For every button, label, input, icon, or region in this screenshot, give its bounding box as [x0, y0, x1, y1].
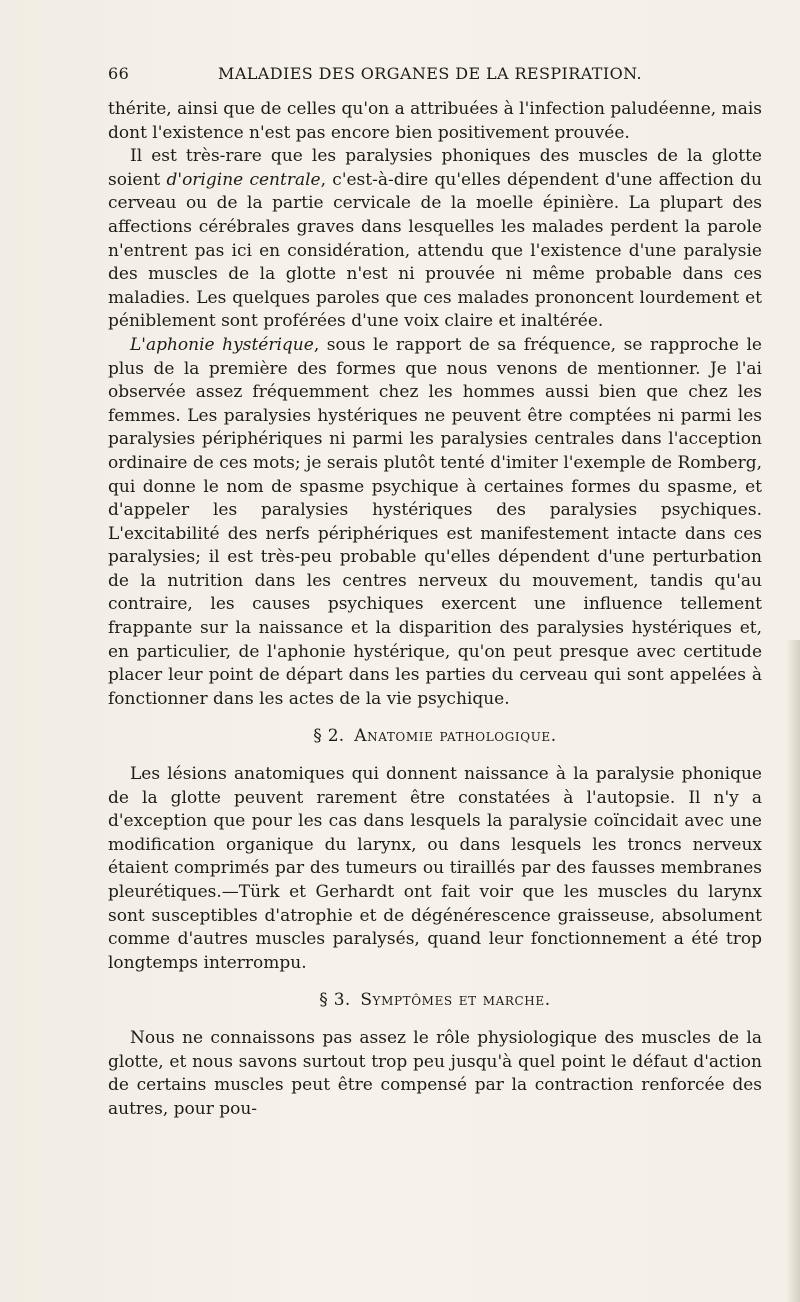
- section-title: Anatomie pathologique.: [354, 726, 557, 747]
- paragraph-symptoms: [108, 1027, 762, 1121]
- paragraph-text: , c'est-à-dire qu'elles dépendent d'une affection du cerveau ou de la partie cervicale de la moelle épinière. La plupart des affections cérébrales graves dans lesquelles les malades perdent la parole n'entrent pas ici en considération, attendu que l'existence d'une paralysie des muscles de la glotte n'est ni prouvée ni même probable dans ces maladies. Les quelques paroles que ces malades prononcent lourdement et péniblement sont proférées d'une voix claire et inaltérée.: [108, 169, 762, 332]
- page-body: [108, 98, 762, 1121]
- section-heading-2: [108, 725, 762, 749]
- section-number: § 2.: [313, 726, 345, 747]
- section-number: § 3.: [319, 990, 351, 1011]
- paragraph-text: thérite, ainsi que de celles qu'on a attribuées à l'infection paludéenne, mais dont l'existence n'est pas encore bien positivement prouvée.: [108, 99, 762, 143]
- paragraph-text: Nous ne connaissons pas assez le rôle physiologique des muscles de la glotte, et nous savons surtout trop peu jusqu'à quel point le défaut d'action de certains muscles peut être compensé par la contraction renforcée des autres, pour pou-: [108, 1027, 762, 1119]
- italic-term: L'aphonie hystérique: [130, 334, 314, 355]
- paragraph-continued: [108, 98, 762, 145]
- page-number: 66: [108, 64, 130, 83]
- running-header: [108, 64, 752, 86]
- paragraph-text: Les lésions anatomiques qui donnent naissance à la paralysie phonique de la glotte peuvent rarement être constatées à l'autopsie. Il n'y a d'exception que pour les cas dans lesquels la paralysie coïncidait avec une modification organique du larynx, ou dans lesquels les troncs nerveux étaient comprimés par des tumeurs ou tiraillés par des fausses membranes pleurétiques.—Türk et Gerhardt ont fait voir que les muscles du larynx sont susceptibles d'atrophie et de dégénérescence graisseuse, absolument comme d'autres muscles paralysés, quand leur fonctionnement a été trop longtemps interrompu.: [108, 764, 762, 973]
- paragraph-anatomy: [108, 763, 762, 975]
- paragraph-hysterical-aphonia: [108, 334, 762, 712]
- page-edge-shadow: [786, 640, 800, 1302]
- paragraph-central-origin: [108, 145, 762, 334]
- section-title: Symptômes et marche.: [360, 990, 551, 1011]
- paragraph-text: Il est très-rare que les paralysies phoniques des muscles de la glotte soient: [108, 146, 762, 190]
- running-title: MALADIES DES ORGANES DE LA RESPIRATION.: [218, 64, 642, 83]
- paragraph-text: , sous le rapport de sa fréquence, se rapproche le plus de la première des formes que nous venons de mentionner. Je l'ai observée assez fréquemment chez les hommes aussi bien que chez les femmes. Les paralysies hystériques ne peuvent être comptées ni parmi les paralysies périphériques ni parmi les paralysies centrales dans l'acception ordinaire de ces mots; je serais plutôt tenté d'imiter l'exemple de Romberg, qui donne le nom de spasme psychique à certaines formes du spasme, et d'appeler les paralysies hystériques des paralysies psychiques. L'excitabilité des nerfs périphériques est manifestement intacte dans ces paralysies; il est très-peu probable qu'elles dépendent d'une perturbation de la nutrition dans les centres nerveux du mouvement, tandis qu'au contraire, les causes psychiques exercent une influence tellement frappante sur la naissance et la disparition des paralysies hystériques et, en particulier, de l'aphonie hystérique, qu'on peut presque avec certitude placer leur point de départ dans les parties du cerveau qui sont appelées à fonctionner dans les actes de la vie psychique.: [108, 334, 762, 709]
- section-heading-3: [108, 989, 762, 1013]
- italic-term: d'origine centrale: [166, 169, 321, 190]
